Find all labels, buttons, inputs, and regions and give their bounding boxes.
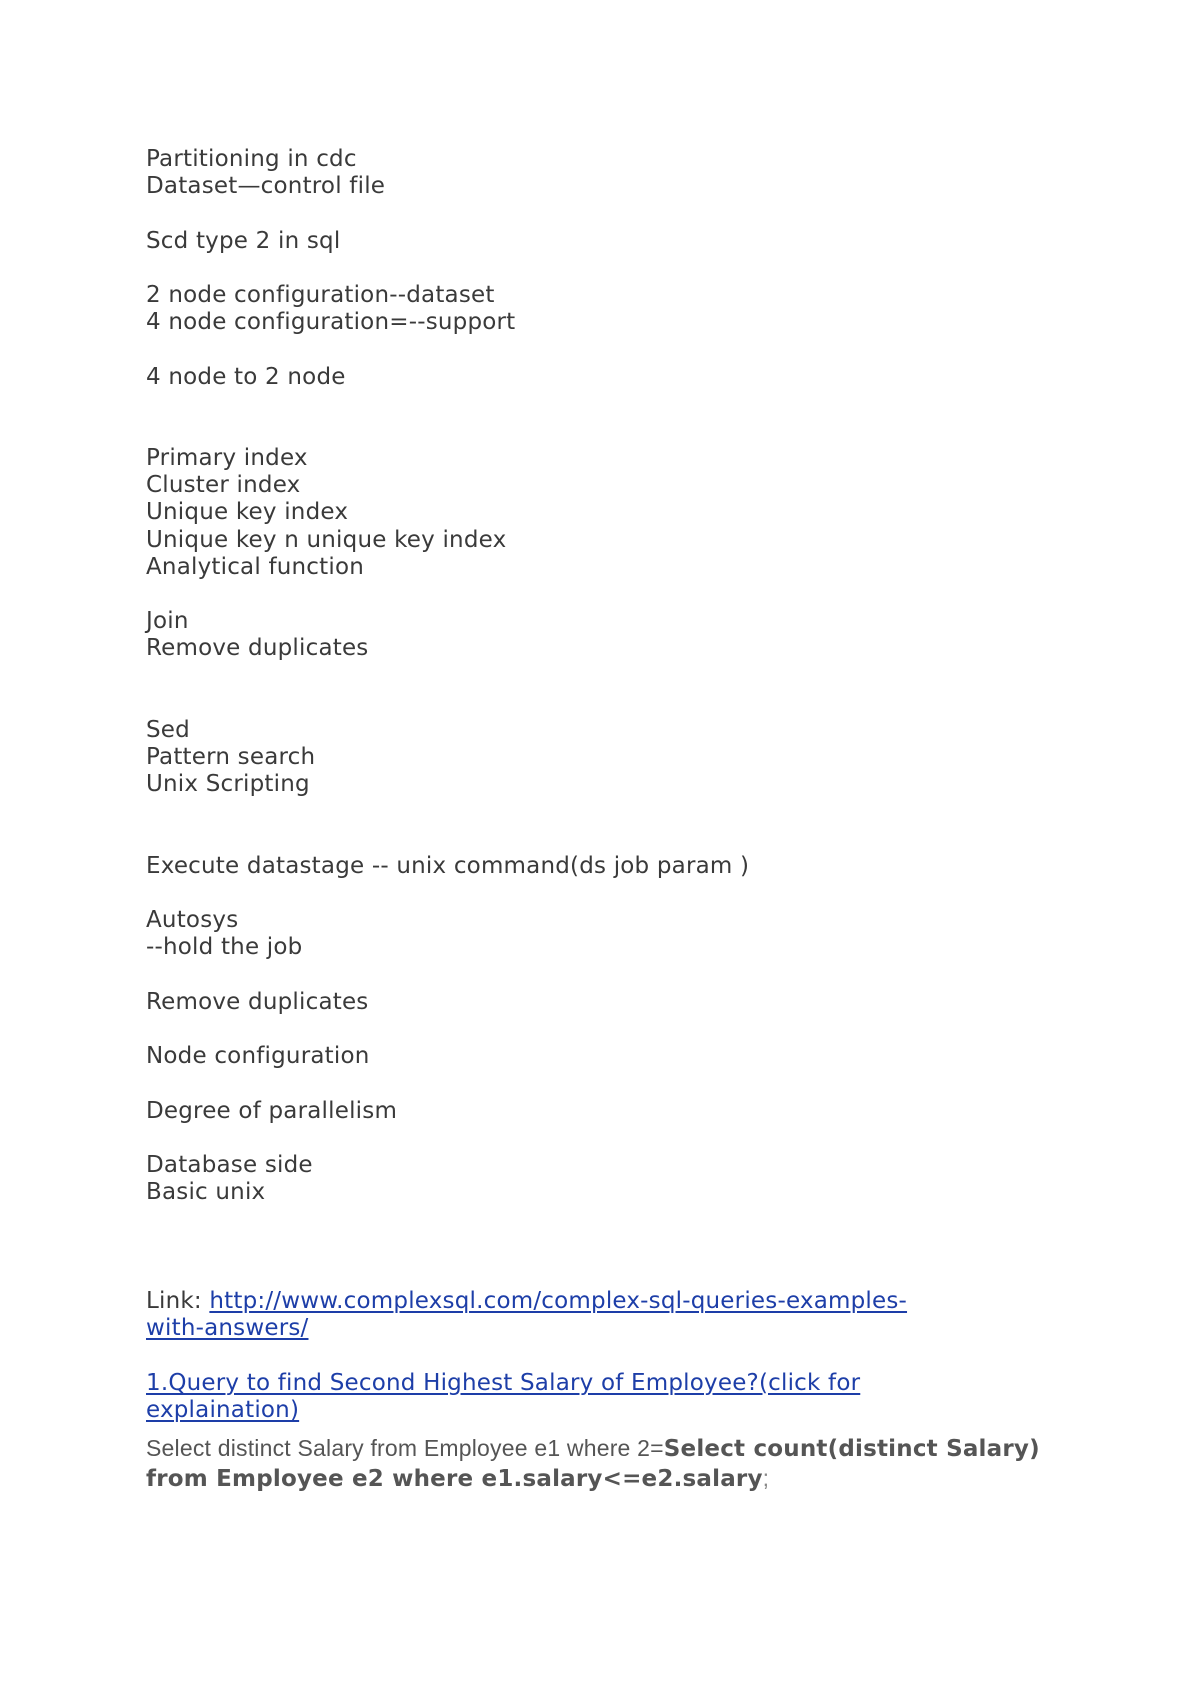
blank-line [146,962,1076,989]
query-title-link-continued[interactable]: explaination) [146,1396,300,1423]
blank-line [146,1342,1076,1369]
note-line: Unique key n unique key index [146,526,507,553]
note-line: Pattern search [146,744,316,771]
blank-line [146,391,1076,445]
note-line: Analytical function [146,553,365,580]
note-line: Cluster index [146,472,301,499]
complexsql-link[interactable]: http://www.complexsql.com/complex-sql-queries-examples- [209,1287,908,1314]
note-line: Unix Scripting [146,771,310,798]
blank-line [146,200,1076,227]
note-line: 4 node to 2 node [146,363,346,390]
sql-subquery: Select count(distinct Salary) from Employee e2 where e1.salary<=e2.salary [146,1435,1040,1492]
sql-terminator: ; [762,1464,770,1491]
query-title-link[interactable]: 1.Query to find Second Highest Salary of Employee?(click for [146,1369,861,1396]
note-line: Degree of parallelism [146,1097,398,1124]
link-line [146,1288,1076,1315]
note-line: Scd type 2 in sql [146,227,341,254]
note-line: Basic unix [146,1179,266,1206]
sql-outer-query: Select distinct Salary from Employee e1 where 2= [146,1434,664,1461]
query-title-line-continued [146,1397,1076,1424]
note-line: Autosys [146,907,239,934]
note-line: Primary index [146,445,308,472]
link-label: Link: [146,1287,210,1314]
note-line: Join [146,608,189,635]
link-line-continued [146,1315,1076,1342]
note-line: Execute datastage -- unix command(ds job param ) [146,852,750,879]
blank-line [146,1016,1076,1043]
note-line: Partitioning in cdc [146,146,357,172]
blank-line [146,255,1076,282]
note-line: Dataset—control file [146,173,386,200]
note-line: Sed [146,716,190,743]
query-title-line [146,1370,1076,1397]
note-line: Unique key index [146,499,349,526]
blank-line [146,1206,1076,1288]
blank-line [146,1070,1076,1097]
note-line: Database side [146,1151,313,1178]
complexsql-link-continued[interactable]: with-answers/ [146,1315,309,1342]
note-line: Remove duplicates [146,635,369,662]
blank-line [146,880,1076,907]
note-line: 2 node configuration--dataset [146,281,495,308]
note-line: 4 node configuration=--support [146,309,516,336]
note-line: Remove duplicates [146,988,369,1015]
note-line: --hold the job [146,934,303,961]
blank-line [146,336,1076,363]
sql-query-text [146,1434,1076,1494]
blank-line [146,799,1076,853]
note-line: Node configuration [146,1043,370,1070]
blank-line [146,1125,1076,1152]
blank-line [146,1424,1076,1434]
blank-line [146,581,1076,608]
blank-line [146,663,1076,717]
document-body [146,146,1076,1494]
